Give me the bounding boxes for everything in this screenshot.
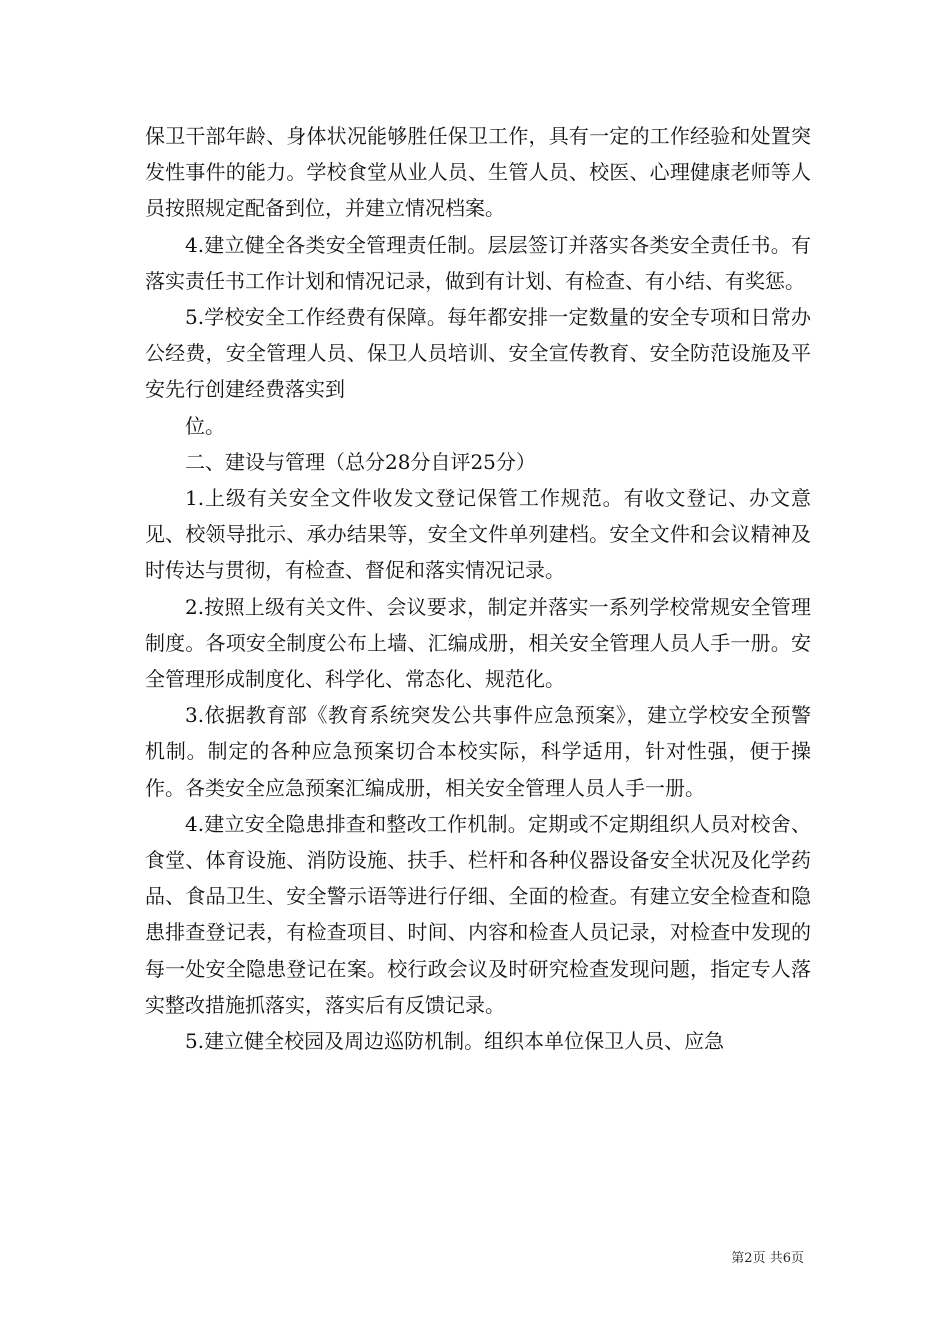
page-label-suffix: 页 bbox=[790, 1251, 804, 1266]
current-page-number: 2 bbox=[744, 1251, 753, 1266]
paragraph-staffing-continued: 保卫干部年龄、身体状况能够胜任保卫工作，具有一定的工作经验和处置突发性事件的能力。学校食堂从业人员、生管人员、校医、心理健康老师等人员按照规定配备到位，并建立情况档案。 bbox=[145, 124, 811, 221]
paragraph-document-management: 1.上级有关安全文件收发文登记保管工作规范。有收文登记、办文意见、校领导批示、承办结果等，安全文件单列建档。安全文件和会议精神及时传达与贯彻，有检查、督促和落实情况记录。 bbox=[145, 486, 811, 583]
document-body bbox=[145, 118, 811, 1059]
paragraph-management-rules: 2.按照上级有关文件、会议要求，制定并落实一系列学校常规安全管理制度。各项安全制度公布上墙、汇编成册，相关安全管理人员人手一册。安全管理形成制度化、科学化、常态化、规范化。 bbox=[145, 594, 811, 692]
total-page-count: 6 bbox=[782, 1251, 791, 1266]
paragraph-emergency-plans: 3.依据教育部《教育系统突发公共事件应急预案》，建立学校安全预警机制。制定的各种应急预案切合本校实际，科学适用，针对性强，便于操作。各类安全应急预案汇编成册，相关安全管理人员人手一册。 bbox=[145, 703, 811, 800]
page-footer bbox=[731, 1247, 804, 1266]
paragraph-campus-patrol: 5.建立健全校园及周边巡防机制。组织本单位保卫人员、应急 bbox=[185, 1029, 725, 1054]
page-label-prefix: 第 bbox=[731, 1251, 745, 1266]
paragraph-responsibility-system: 4.建立健全各类安全管理责任制。层层签订并落实各类安全责任书。有落实责任书工作计划和情况记录，做到有计划、有检查、有小结、有奖惩。 bbox=[145, 232, 811, 293]
paragraph-hazard-inspection: 4.建立安全隐患排查和整改工作机制。定期或不定期组织人员对校舍、食堂、体育设施、消防设施、扶手、栏杆和各种仪器设备安全状况及化学药品、食品卫生、安全警示语等进行仔细、全面的检查。有建立安全检查和隐患排查登记表，有检查项目、时间、内容和检查人员记录，对检查中发现的每一处安全隐患登记在案。校行政会议及时研究检查发现问题，指定专人落实整改措施抓落实，落实后有反馈记录。 bbox=[145, 811, 811, 1017]
paragraph-safety-funding: 5.学校安全工作经费有保障。每年都安排一定数量的安全专项和日常办公经费，安全管理人员、保卫人员培训、安全宣传教育、安全防范设施及平安先行创建经费落实到 bbox=[145, 305, 811, 402]
section-heading-construction-management: 二、建设与管理（总分28分自评25分） bbox=[185, 449, 536, 474]
page-label-middle: 页 共 bbox=[752, 1251, 783, 1266]
paragraph-funding-tail: 位。 bbox=[185, 413, 225, 438]
